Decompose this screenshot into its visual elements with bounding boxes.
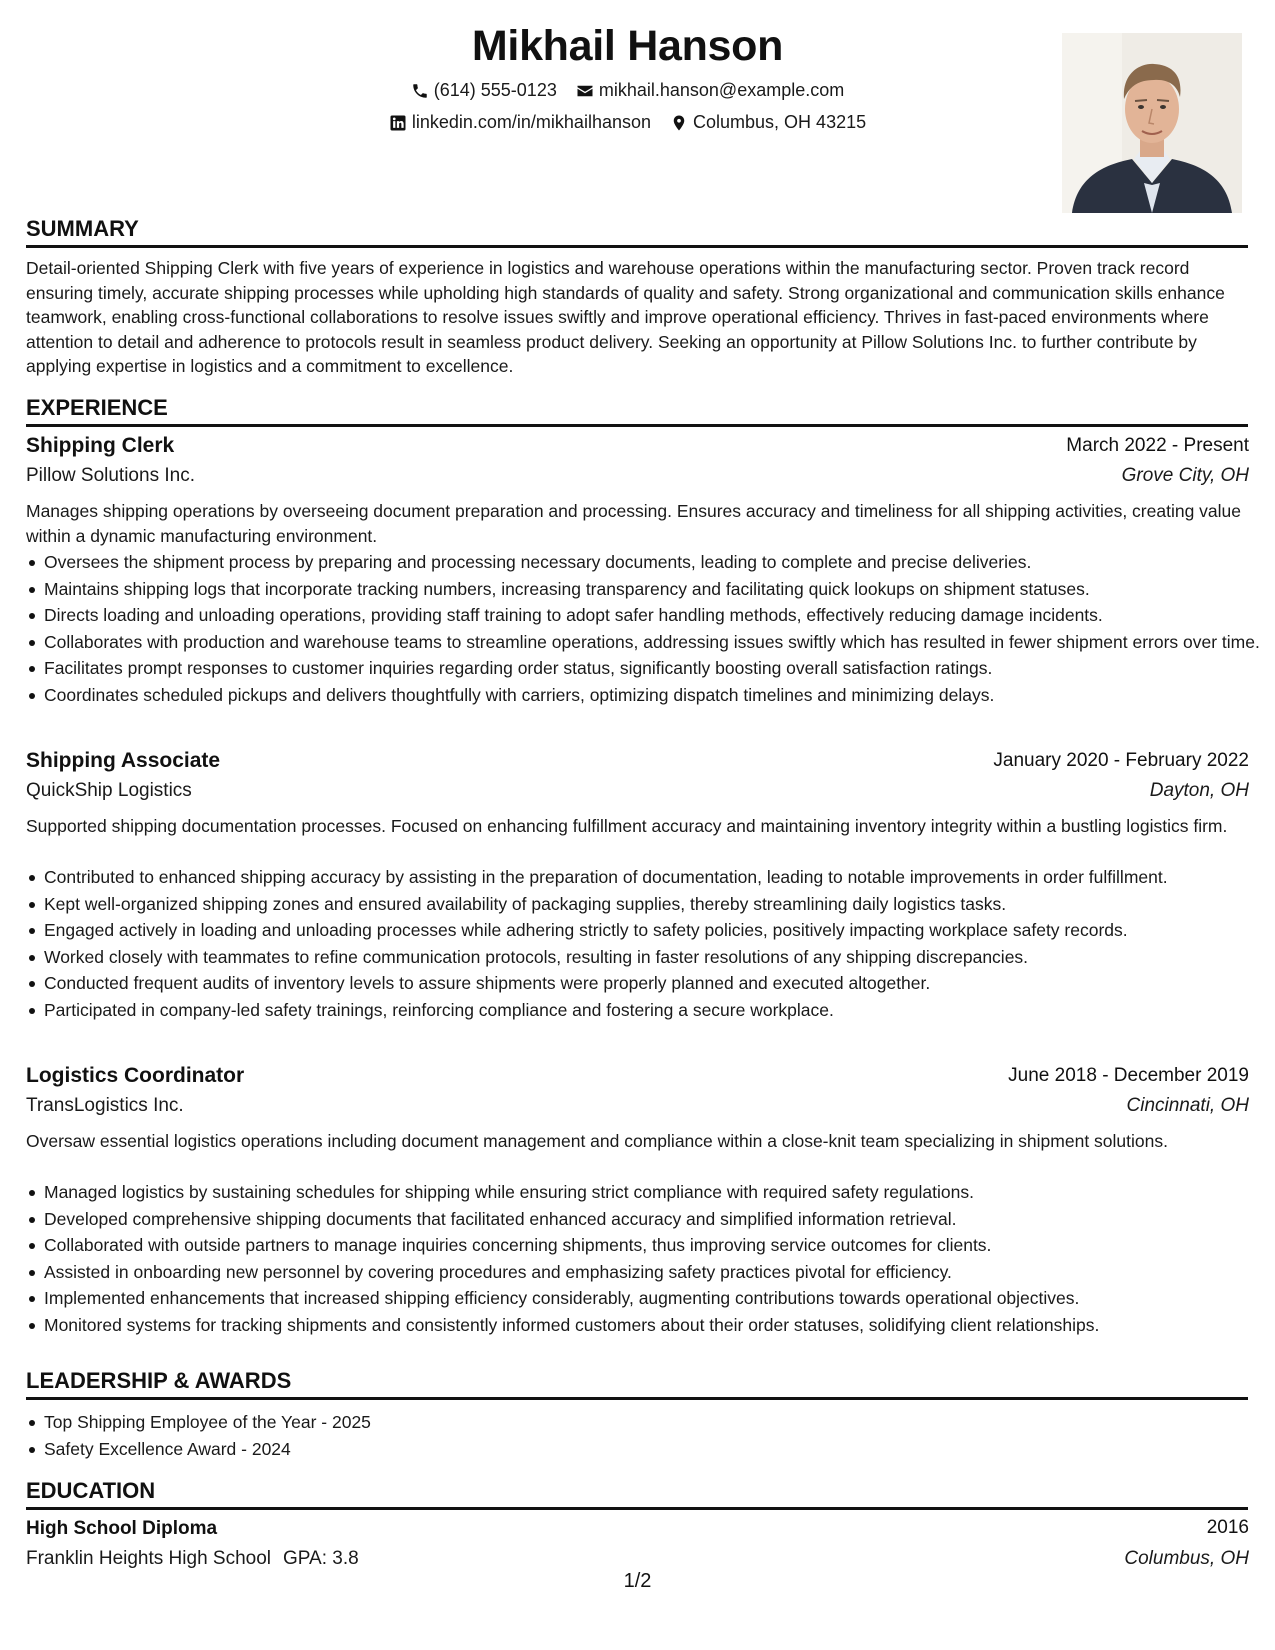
phone-text: (614) 555-0123 [433,80,557,100]
job-dates: January 2020 - February 2022 [993,750,1249,771]
map-pin-icon [670,114,688,132]
bullet-item: Developed comprehensive shipping documents that facilitated enhanced accuracy and simplified information retrieval. [44,1207,1266,1231]
bullet-item: Collaborates with production and warehouse teams to streamline operations, addressing issues swiftly which has resulted in fewer shipment errors over time. [44,630,1266,654]
bullet-item: Collaborated with outside partners to manage inquiries concerning shipments, thus improving service outcomes for clients. [44,1233,1266,1257]
linkedin-text: linkedin.com/in/mikhailhanson [411,112,651,132]
phone-icon [411,82,429,100]
bullet-item: Managed logistics by sustaining schedules for shipping while ensuring strict compliance with required safety regulations. [44,1180,1266,1204]
job-title: Logistics Coordinator [26,1064,245,1087]
company-name: Pillow Solutions Inc. [26,465,195,486]
job-description: Oversaw essential logistics operations including document management and compliance within a close-knit team specializing in shipment solutions. [26,1131,1168,1151]
bullet-item: Kept well-organized shipping zones and ensured availability of packaging supplies, thereby streamlining daily logistics tasks. [44,892,1266,916]
school-name: Franklin Heights High School [26,1548,272,1569]
company-name: TransLogistics Inc. [26,1095,184,1116]
section-title-summary: SUMMARY [26,216,1248,248]
company-name: QuickShip Logistics [26,780,192,801]
phone-item [411,80,557,101]
education-degree: High School Diploma [26,1518,218,1539]
job-dates: June 2018 - December 2019 [1008,1065,1249,1086]
bullet-item: Directs loading and unloading operations, providing staff training to adopt safer handling methods, effectively reducing damage incidents. [44,603,1266,627]
education-year: 2016 [1206,1517,1249,1538]
job-location: Grove City, OH [1121,465,1249,486]
job-title: Shipping Clerk [26,434,175,457]
section-title-education: EDUCATION [26,1478,1248,1510]
section-title-awards: LEADERSHIP & AWARDS [26,1368,1248,1400]
job-description: Manages shipping operations by overseeing document preparation and processing. Ensures accuracy and timeliness for all shipping activities, creating value within a dynamic manufacturing environment. [26,501,1241,546]
email-text: mikhail.hanson@example.com [598,80,845,100]
bullet-item: Oversees the shipment process by preparing and processing necessary documents, leading to complete and precise deliveries. [44,550,1266,574]
job-dates: March 2022 - Present [1066,435,1249,456]
candidate-name: Mikhail Hanson [471,22,784,70]
linkedin-icon [389,114,407,132]
bullet-item: Maintains shipping logs that incorporate tracking numbers, increasing transparency and facilitating quick lookups on shipment statuses. [44,577,1266,601]
job-bullets [26,1180,1266,1339]
job-bullets [26,865,1266,1024]
job-title: Shipping Associate [26,749,221,772]
bullet-item: Monitored systems for tracking shipments and consistently informed customers about their order statuses, solidifying client relationships. [44,1313,1266,1337]
education-school-line [26,1548,359,1570]
location-item [670,112,866,133]
job-location: Dayton, OH [1149,780,1249,801]
bullet-item: Facilitates prompt responses to customer inquiries regarding order status, significantly boosting overall satisfaction ratings. [44,656,1266,680]
location-text: Columbus, OH 43215 [693,112,867,132]
bullet-item: Assisted in onboarding new personnel by covering procedures and emphasizing safety practices pivotal for efficiency. [44,1260,1266,1284]
education-location: Columbus, OH [1124,1548,1249,1569]
job-bullets [26,550,1266,709]
linkedin-item[interactable] [389,112,651,133]
bullet-item: Implemented enhancements that increased shipping efficiency considerably, augmenting contributions towards operational objectives. [44,1286,1266,1310]
job-location: Cincinnati, OH [1126,1095,1249,1116]
award-item: Safety Excellence Award - 2024 [44,1437,1266,1461]
gpa: GPA: 3.8 [283,1548,359,1569]
email-item[interactable] [576,80,844,101]
job-description: Supported shipping documentation processes. Focused on enhancing fulfillment accuracy and maintaining inventory integrity within a bustling logistics firm. [26,816,1228,836]
bullet-item: Contributed to enhanced shipping accuracy by assisting in the preparation of documentation, leading to notable improvements in order fulfillment. [44,865,1266,889]
bullet-item: Conducted frequent audits of inventory levels to assure shipments were properly planned and executed altogether. [44,971,1266,995]
bullet-item: Coordinates scheduled pickups and delivers thoughtfully with carriers, optimizing dispatch timelines and minimizing delays. [44,683,1266,707]
envelope-icon [576,82,594,100]
bullet-item: Engaged actively in loading and unloading processes while adhering strictly to safety policies, positively impacting workplace safety records. [44,918,1266,942]
award-item: Top Shipping Employee of the Year - 2025 [44,1410,1266,1434]
page-number: 1/2 [623,1570,652,1592]
awards-list [26,1410,1266,1463]
section-title-experience: EXPERIENCE [26,395,1248,427]
bullet-item: Participated in company-led safety trainings, reinforcing compliance and fostering a secure workplace. [44,998,1266,1022]
summary-text: Detail-oriented Shipping Clerk with five years of experience in logistics and warehouse operations within the manufacturing sector. Proven track record ensuring timely, accurate shipping processes while upholding high standards of quality and safety. Strong organizational and communication skills enhance teamwork, enabling cross-functional collaborations to resolve issues swiftly and improve operational efficiency. Thrives in fast-paced environments where attention to detail and adherence to protocols result in seamless product delivery. Seeking an opportunity at Pillow Solutions Inc. to further contribute by applying expertise in logistics and a commitment to excellence. [26,258,1225,376]
bullet-item: Worked closely with teammates to refine communication protocols, resulting in faster resolutions of any shipping discrepancies. [44,945,1266,969]
profile-photo [1062,33,1242,213]
